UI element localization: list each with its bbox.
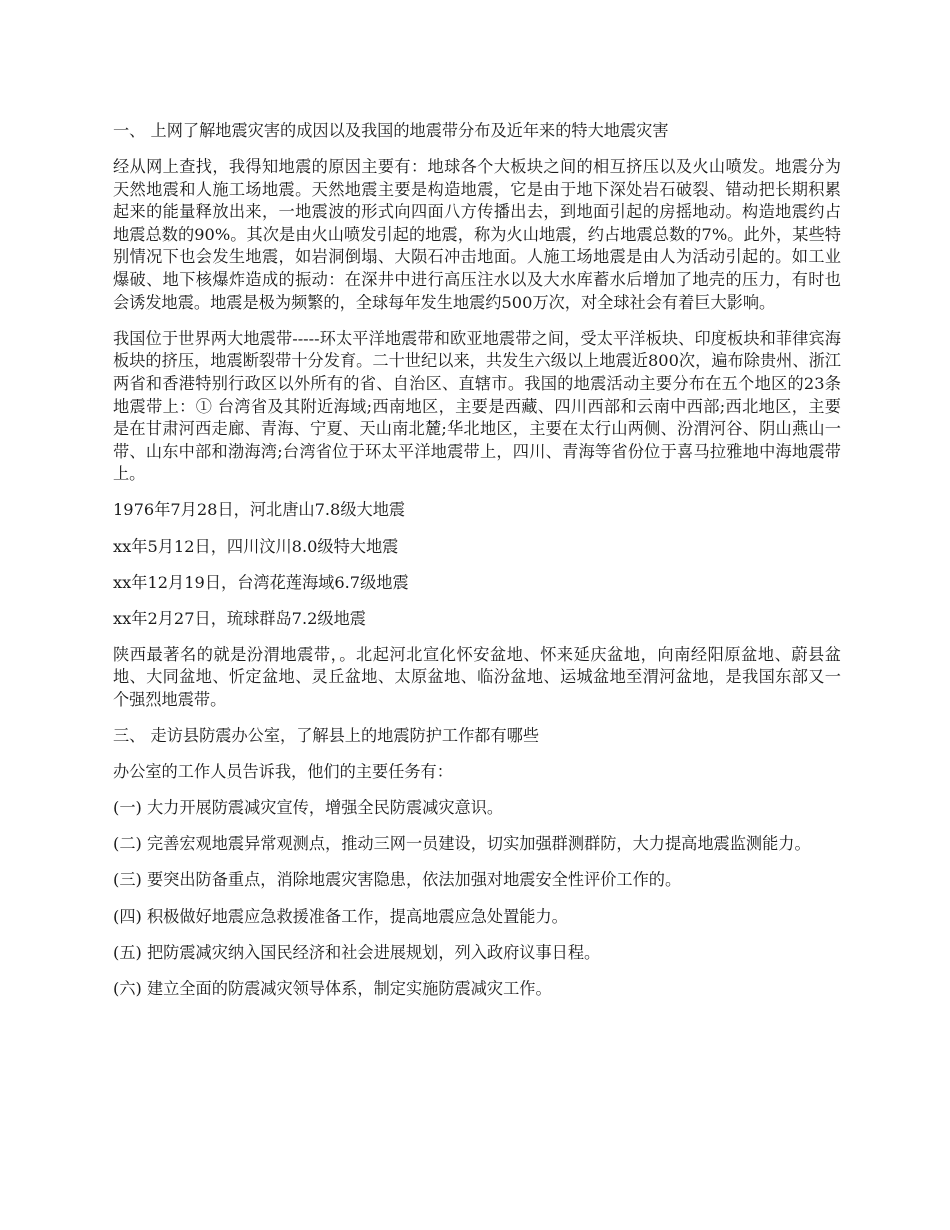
task-item-2: (二) 完善宏观地震异常观测点，推动三网一员建设，切实加强群测群防，大力提高地震监测能力。 [113, 834, 811, 854]
event-ryukyu: xx年2月27日，琉球群岛7.2级地震 [113, 608, 366, 628]
section-heading-3: 三、 走访县防震办公室，了解县上的地震防护工作都有哪些 [113, 726, 540, 746]
task-item-3: (三) 要突出防备重点，消除地震灾害隐患，依法加强对地震安全性评价工作的。 [113, 870, 682, 890]
paragraph-china-seismic-zones: 我国位于世界两大地震带-----环太平洋地震带和欧亚地震带之间，受太平洋板块、印度板块和菲律宾海板块的挤压，地震断裂带十分发育。二十世纪以来，共发生六级以上地震近800次，遍布除贵州、浙江两省和香港特别行政区以外所有的省、自治区、直辖市。我国的地震活动主要分布在五个地区的23条地震带上：① 台湾省及其附近海域;西南地区，主要是西藏、四川西部和云南中西部;西北地区，主要是在甘肃河西走廊、青海、宁夏、天山南北麓;华北地区，主要在太行山两侧、汾渭河谷、阴山燕山一带、山东中部和渤海湾;台湾省位于环太平洋地震带上，四川、青海等省份位于喜马拉雅地中海地震带上。 [113, 328, 841, 484]
event-tangshan: 1976年7月28日，河北唐山7.8级大地震 [113, 500, 406, 520]
event-hualien: xx年12月19日，台湾花莲海域6.7级地震 [113, 572, 409, 592]
task-item-1: (一) 大力开展防震减灾宣传，增强全民防震减灾意识。 [113, 798, 504, 818]
task-item-6: (六) 建立全面的防震减灾领导体系，制定实施防震减灾工作。 [113, 978, 552, 998]
document-body [113, 120, 841, 1014]
paragraph-fenwei-zone: 陕西最著名的就是汾渭地震带，。北起河北宣化怀安盆地、怀来延庆盆地，向南经阳原盆地、蔚县盆地、大同盆地、忻定盆地、灵丘盆地、太原盆地、临汾盆地、运城盆地至渭河盆地，是我国东部又一个强烈地震带。 [113, 644, 841, 709]
task-item-4: (四) 积极做好地震应急救援准备工作，提高地震应急处置能力。 [113, 906, 568, 926]
paragraph-office-intro: 办公室的工作人员告诉我，他们的主要任务有： [113, 762, 453, 782]
task-item-5: (五) 把防震减灾纳入国民经济和社会进展规划，列入政府议事日程。 [113, 942, 601, 962]
section-heading-1: 一、 上网了解地震灾害的成因以及我国的地震带分布及近年来的特大地震灾害 [113, 121, 669, 140]
paragraph-earthquake-causes: 经从网上查找，我得知地震的原因主要有：地球各个大板块之间的相互挤压以及火山喷发。地震分为天然地震和人施工场地震。天然地震主要是构造地震，它是由于地下深处岩石破裂、错动把长期积累起来的能量释放出来，一地震波的形式向四面八方传播出去，到地面引起的房摇地动。构造地震约占地震总数的90%。其次是由火山喷发引起的地震，称为火山地震，约占地震总数的7%。此外，某些特别情况下也会发生地震，如岩洞倒塌、大陨石冲击地面。人施工场地震是由人为活动引起的。如工业爆破、地下核爆炸造成的振动：在深井中进行高压注水以及大水库蓄水后增加了地壳的压力，有时也会诱发地震。地震是极为频繁的，全球每年发生地震约500万次，对全球社会有着巨大影响。 [113, 157, 841, 312]
event-wenchuan: xx年5月12日，四川汶川8.0级特大地震 [113, 536, 399, 556]
